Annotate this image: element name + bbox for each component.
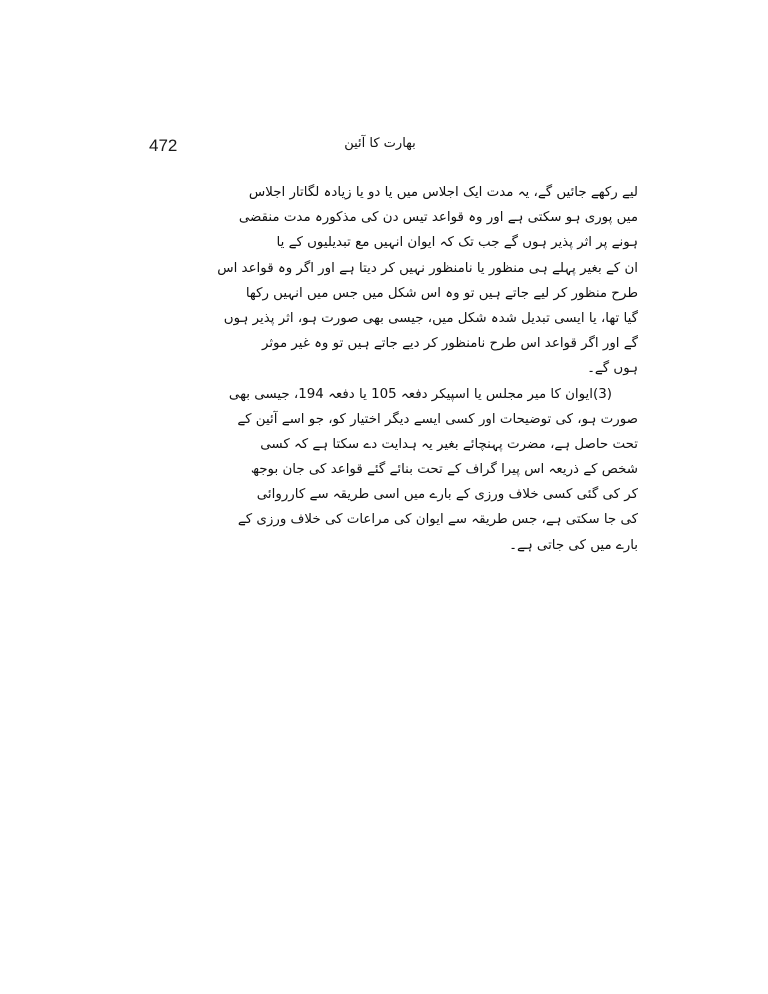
text-line: کر کی گئی کسی خلاف ورزی کے بارے میں اسی طریقہ سے کارروائی [256,487,638,503]
text-line: (3)ایوان کا میر مجلس یا اسپیکر دفعہ 105 یا دفعہ 194، جیسی بھی [228,386,612,402]
text-line: طرح منظور کر لیے جاتے ہیں تو وہ اس شکل میں جس میں انہیں رکھا [245,285,638,301]
text-line: گیا تھا، یا ایسی تبدیل شدہ شکل میں، جیسی بھی صورت ہو، اثر پذیر ہوں [223,310,638,326]
text-line: لیے رکھے جائیں گے، یہ مدت ایک اجلاس میں یا دو یا زیادہ لگاتار اجلاس [248,185,638,200]
page-number: 472 [149,136,178,155]
paragraph-2 [228,382,638,558]
text-line: کی جا سکتی ہے، جس طریقہ سے ایوان کی مراعات کی خلاف ورزی کے [237,512,638,528]
text-line: ہونے پر اثر پذیر ہوں گے جب تک کہ ایوان انہیں مع تبدیلیوں کے یا [276,235,638,251]
text-line: میں پوری ہو سکتی ہے اور وہ قواعد تیس دن کی مذکورہ مدت منقضی [238,210,638,226]
text-line: بارے میں کی جاتی ہے۔ [509,537,638,553]
text-line: گے اور اگر قواعد اس طرح نامنظور کر دیے جاتے ہیں تو وہ غیر موثر [261,336,638,352]
text-line: صورت ہو، کی توضیحات اور کسی ایسے دیگر اختیار کو، جو اسے آئین کے [237,411,638,427]
text-line: ان کے بغیر پہلے ہی منظور یا نامنظور نہیں کر دیتا ہے اور اگر وہ قواعد اس [217,260,638,276]
text-line: شخص کے ذریعہ اس پیرا گراف کے تحت بنائے گئے قواعد کی جان بوجھ [250,462,638,478]
body-text [217,180,638,558]
running-header-title: بھارت کا آئین [344,136,416,151]
paragraph-1 [217,180,638,382]
text-line: ہوں گے۔ [587,361,638,377]
text-line: تحت حاصل ہے، مضرت پہنچائے بغیر یہ ہدایت دے سکتا ہے کہ کسی [260,436,638,452]
